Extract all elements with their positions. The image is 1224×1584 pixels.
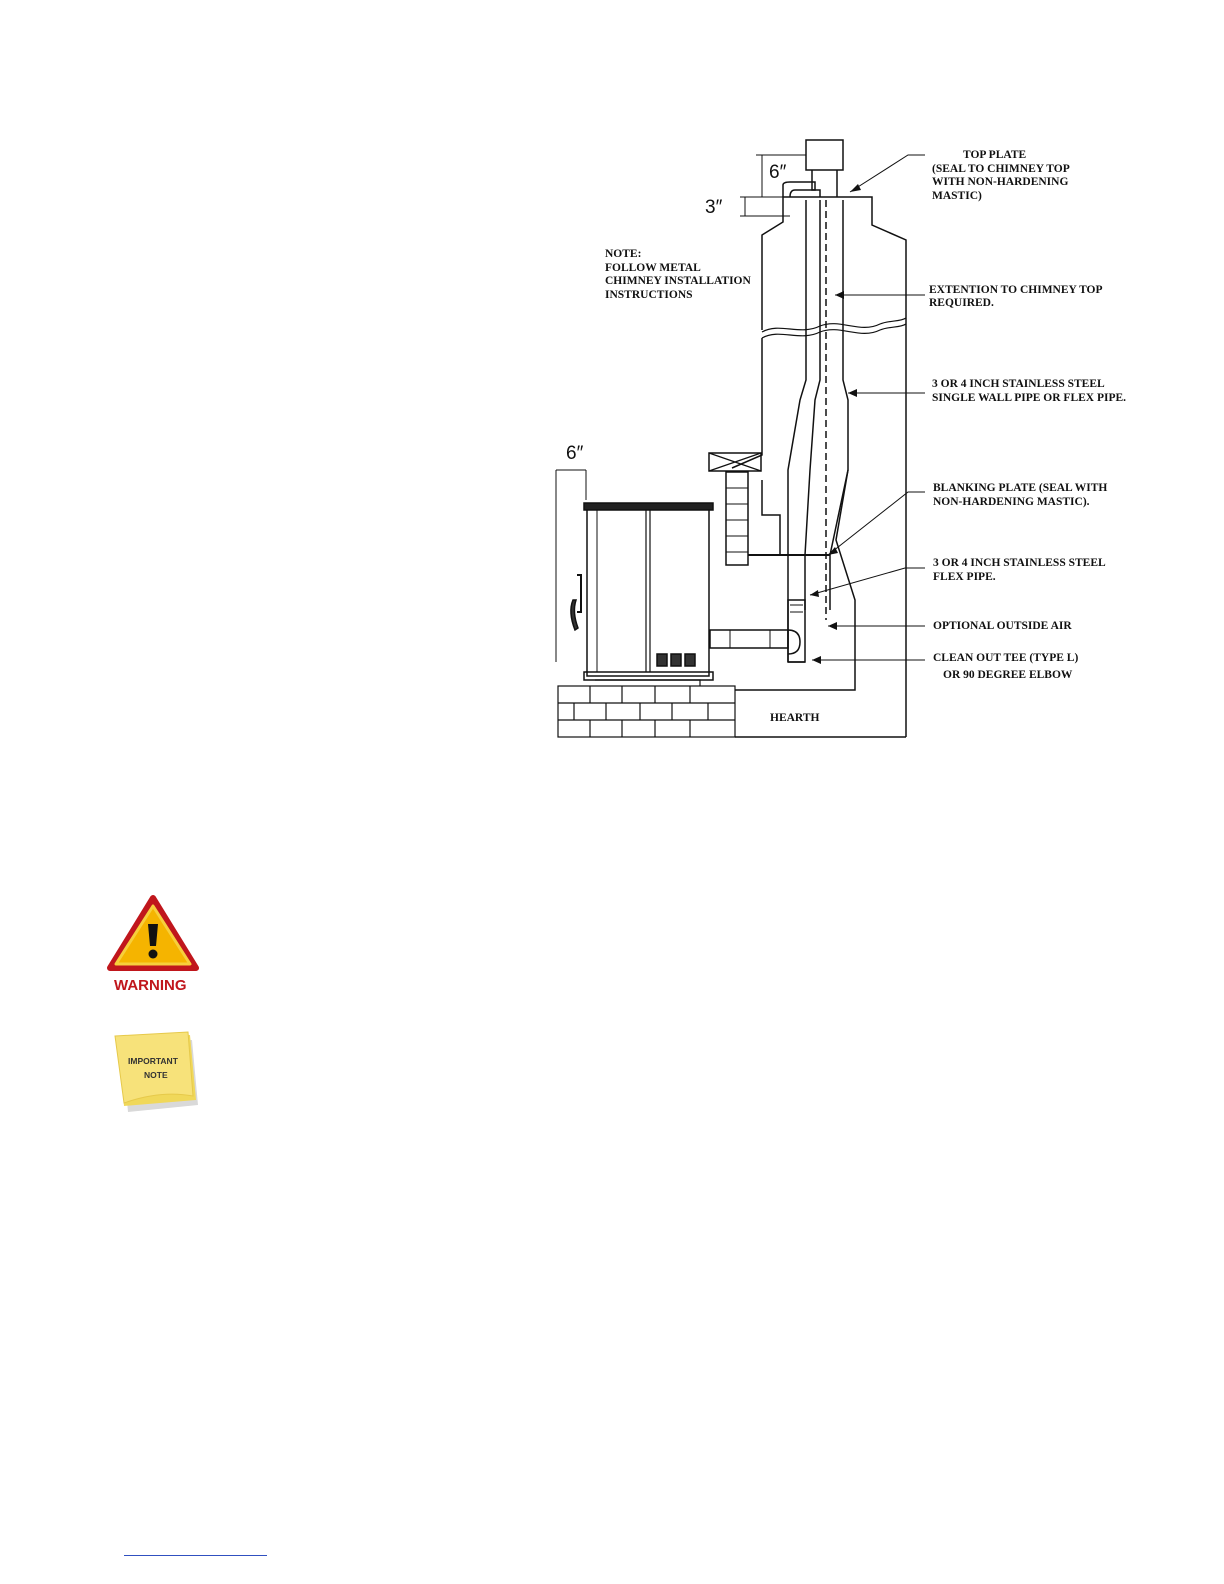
stove-body: [587, 506, 709, 676]
flue-pipe: [788, 200, 806, 662]
important-note-line: NOTE: [144, 1070, 168, 1080]
hearth-label: HEARTH: [770, 712, 820, 724]
callout-single-wall-pipe: SINGLE WALL PIPE OR FLEX PIPE.: [932, 392, 1127, 404]
callout-single-wall-pipe: 3 OR 4 INCH STAINLESS STEEL: [932, 378, 1105, 390]
warning-label: WARNING: [114, 977, 187, 994]
note-line: CHIMNEY INSTALLATION: [605, 275, 751, 287]
footer-rule: [124, 1555, 267, 1556]
note-line: INSTRUCTIONS: [605, 289, 693, 301]
warning-icon: [110, 898, 196, 994]
important-note-icon: [115, 1032, 198, 1112]
important-note-line: IMPORTANT: [128, 1056, 178, 1066]
callout-top-plate: MASTIC): [932, 190, 982, 202]
callout-clean-out: CLEAN OUT TEE (TYPE L): [933, 652, 1079, 664]
callout-outside-air: OPTIONAL OUTSIDE AIR: [933, 620, 1072, 632]
callout-blanking-plate: BLANKING PLATE (SEAL WITH: [933, 482, 1108, 494]
hearth-bricks: [558, 680, 735, 737]
top-clearance-dimension: 6″: [769, 162, 787, 183]
chimney-outline: [808, 197, 906, 737]
callout-flex-pipe: FLEX PIPE.: [933, 571, 996, 583]
callout-flex-pipe: 3 OR 4 INCH STAINLESS STEEL: [933, 557, 1106, 569]
callout-extension: REQUIRED.: [929, 297, 994, 309]
callout-clean-out: OR 90 DEGREE ELBOW: [943, 669, 1073, 681]
callout-extension: EXTENTION TO CHIMNEY TOP: [929, 284, 1103, 296]
callout-top-plate: TOP PLATE: [963, 149, 1027, 161]
callout-top-plate: (SEAL TO CHIMNEY TOP: [932, 163, 1070, 175]
cap-clearance-dimension: 3″: [705, 197, 723, 218]
callout-top-plate: WITH NON-HARDENING: [932, 176, 1069, 188]
note-line: FOLLOW METAL: [605, 262, 701, 274]
note-line: NOTE:: [605, 248, 642, 260]
wall-clearance-dimension: 6″: [566, 443, 584, 464]
rain-cap: [806, 140, 843, 170]
callout-blanking-plate: NON-HARDENING MASTIC).: [933, 496, 1090, 508]
